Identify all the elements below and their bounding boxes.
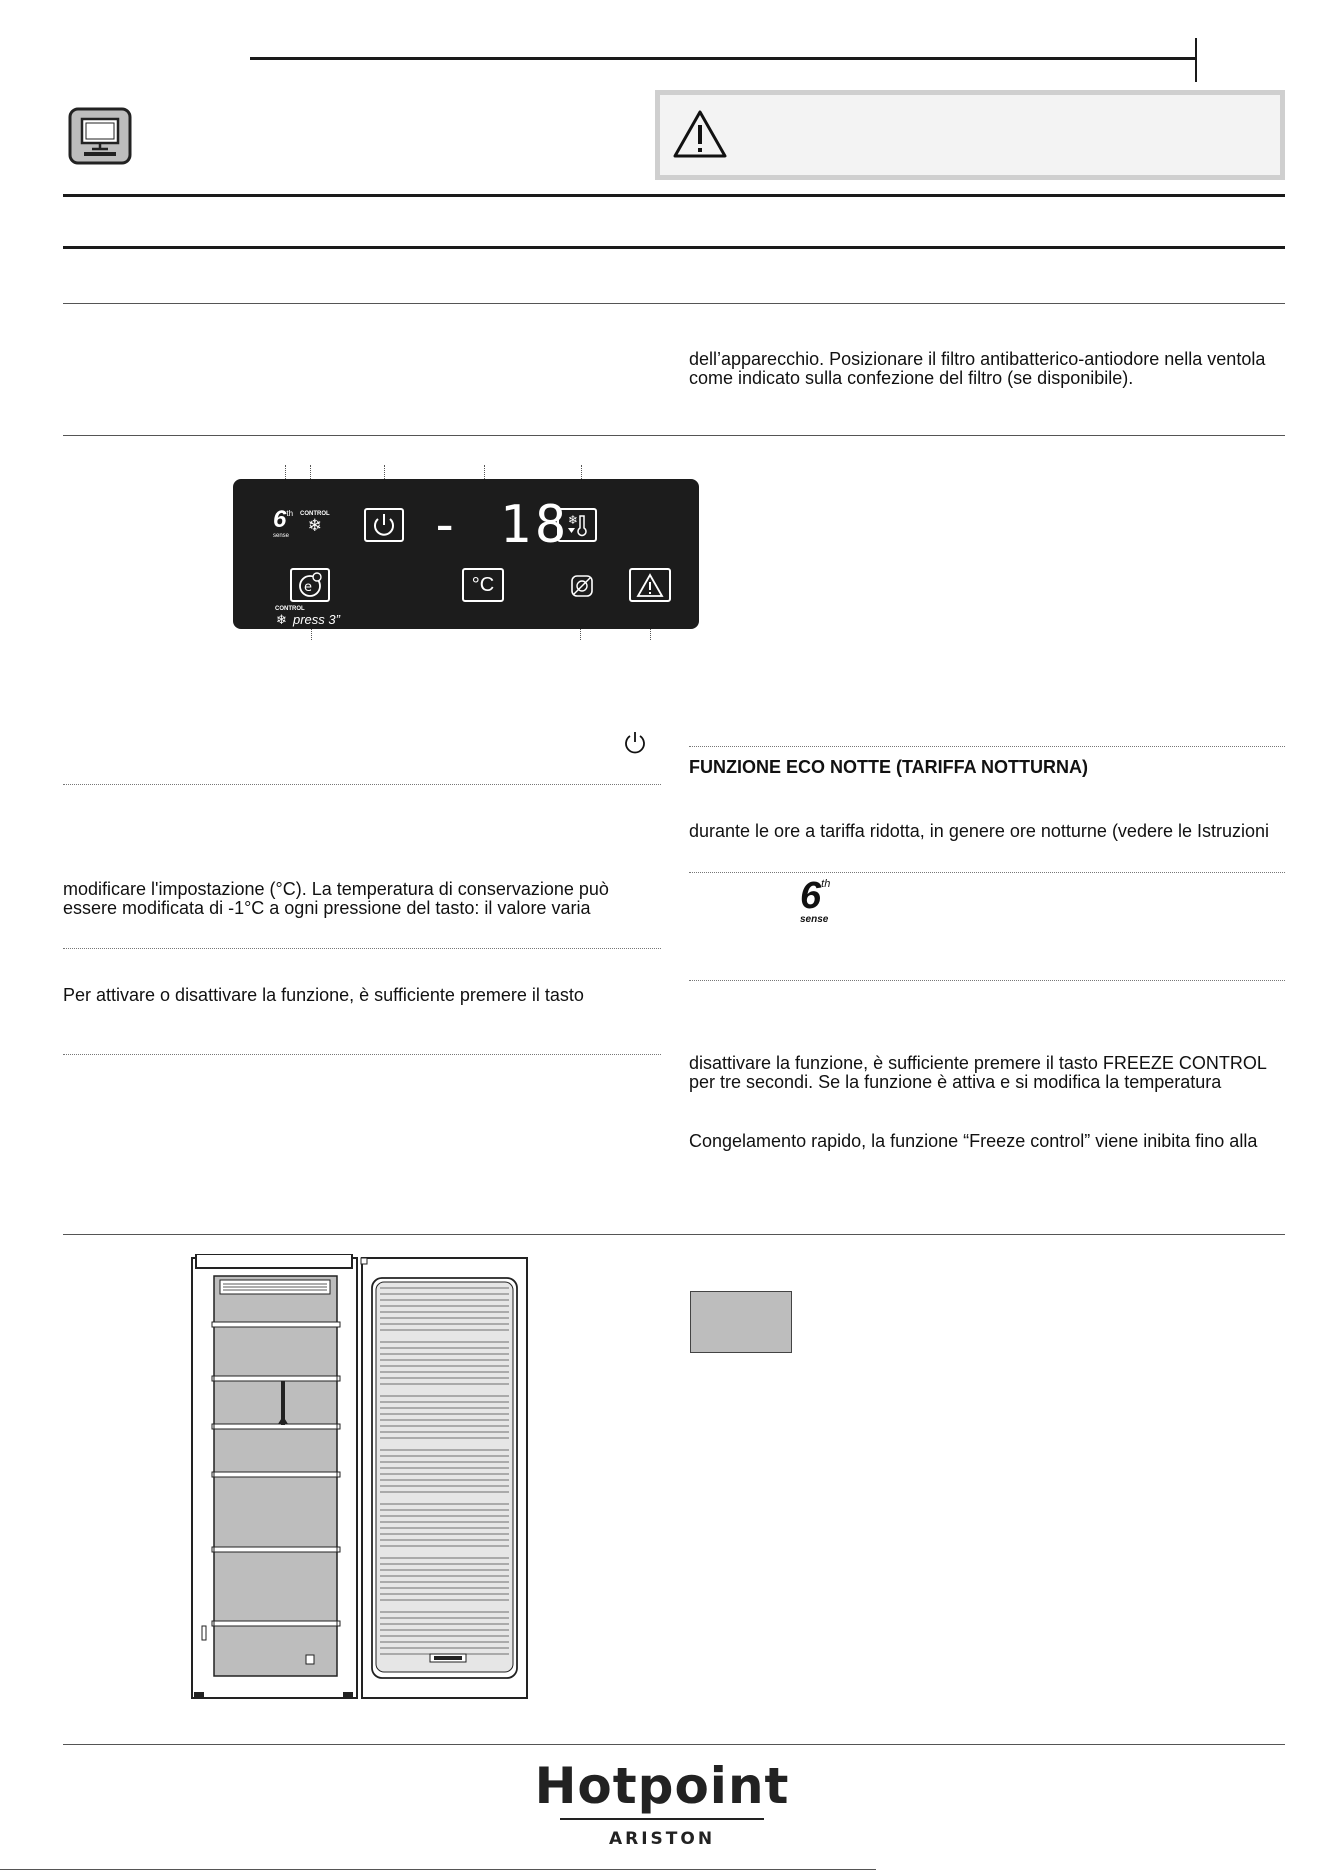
- section-rule-2: [63, 246, 1285, 249]
- temp-text-line-1: modificare l'impostazione (°C). La temperatura di conservazione può: [63, 879, 609, 899]
- dotted-separator: [63, 784, 661, 785]
- freeze-control-indicator: [300, 511, 330, 535]
- dotted-separator: [689, 746, 1285, 747]
- eco-icon: [292, 570, 328, 600]
- eco-night-button[interactable]: [290, 568, 330, 602]
- warning-triangle-icon: [672, 109, 728, 164]
- control-panel: [233, 479, 699, 629]
- image-placeholder-box: [690, 1291, 792, 1353]
- power-icon: [622, 730, 648, 761]
- snowflake-small-icon: ❄: [276, 612, 287, 627]
- brand-logo: Hotpoint: [534, 1757, 790, 1815]
- section-rule-4: [63, 435, 1285, 436]
- section-rule-6: [63, 1744, 1285, 1745]
- control-label-2: CONTROL: [275, 606, 305, 612]
- temp-text-line-2: essere modificata di -1°C a ogni pressione del tasto: il valore varia: [63, 898, 591, 918]
- top-rule: [250, 57, 1197, 60]
- svg-text:❄: ❄: [568, 513, 579, 527]
- brand-logo-sub: ARISTON: [608, 1829, 716, 1849]
- monitor-icon: [68, 107, 132, 165]
- top-rule-tick: [1195, 38, 1197, 82]
- dotted-separator: [689, 980, 1285, 981]
- section-rule-5: [63, 1234, 1285, 1235]
- control-label: CONTROL: [300, 511, 330, 517]
- warning-box: [655, 90, 1285, 180]
- eco-night-heading: FUNZIONE ECO NOTTE (TARIFFA NOTTURNA): [689, 757, 1088, 777]
- alarm-button[interactable]: [629, 568, 671, 602]
- freeze-text-line-1: disattivare la funzione, è sufficiente premere il tasto FREEZE CONTROL: [689, 1053, 1267, 1073]
- alarm-off-icon: [570, 574, 594, 603]
- power-icon: [366, 510, 402, 540]
- svg-text:e: e: [304, 580, 312, 595]
- sixth-sense-indicator: [273, 506, 299, 543]
- freezer-illustration: [190, 1254, 540, 1705]
- section-rule-3: [63, 303, 1285, 304]
- fast-freeze-icon: [559, 510, 595, 540]
- brand-logo-rule: [560, 1818, 764, 1820]
- temperature-button[interactable]: [462, 568, 504, 602]
- freeze-text-line-3: Congelamento rapido, la funzione “Freeze control” viene inibita fino alla: [689, 1131, 1258, 1151]
- eco-text-line-1: durante le ore a tariffa ridotta, in genere ore notturne (vedere le Istruzioni: [689, 821, 1270, 841]
- sixth-sense-logo-sup: th: [821, 878, 831, 890]
- section-rule-1: [63, 194, 1285, 197]
- fast-freeze-button[interactable]: [557, 508, 597, 542]
- sixth-sense-digit: 6: [273, 506, 287, 533]
- activate-text-line-1: Per attivare o disattivare la funzione, è sufficiente premere il tasto: [63, 985, 584, 1005]
- press-label: press 3”: [293, 612, 340, 627]
- power-button[interactable]: [364, 508, 404, 542]
- temperature-display: - 18: [429, 495, 571, 555]
- filter-text-line-2: come indicato sulla confezione del filtro (se disponibile).: [689, 368, 1134, 388]
- celsius-label: °C: [471, 574, 495, 596]
- bottom-rule: [0, 1869, 876, 1870]
- sixth-sense-word: sense: [273, 533, 290, 539]
- filter-text-line-1: dell’apparecchio. Posizionare il filtro antibatterico-antiodore nella ventola: [689, 349, 1266, 369]
- alarm-warning-icon: [631, 570, 669, 600]
- snowflake-icon: ❄: [307, 516, 322, 535]
- dotted-separator: [689, 872, 1285, 873]
- freeze-text-line-2: per tre secondi. Se la funzione è attiva e si modifica la temperatura: [689, 1072, 1222, 1092]
- sixth-sense-logo: [800, 875, 850, 934]
- sixth-sense-sup: th: [286, 509, 294, 518]
- dotted-separator: [63, 948, 661, 949]
- sixth-sense-logo-digit: 6: [800, 875, 822, 917]
- dotted-separator: [63, 1054, 661, 1055]
- sixth-sense-logo-word: sense: [800, 914, 829, 925]
